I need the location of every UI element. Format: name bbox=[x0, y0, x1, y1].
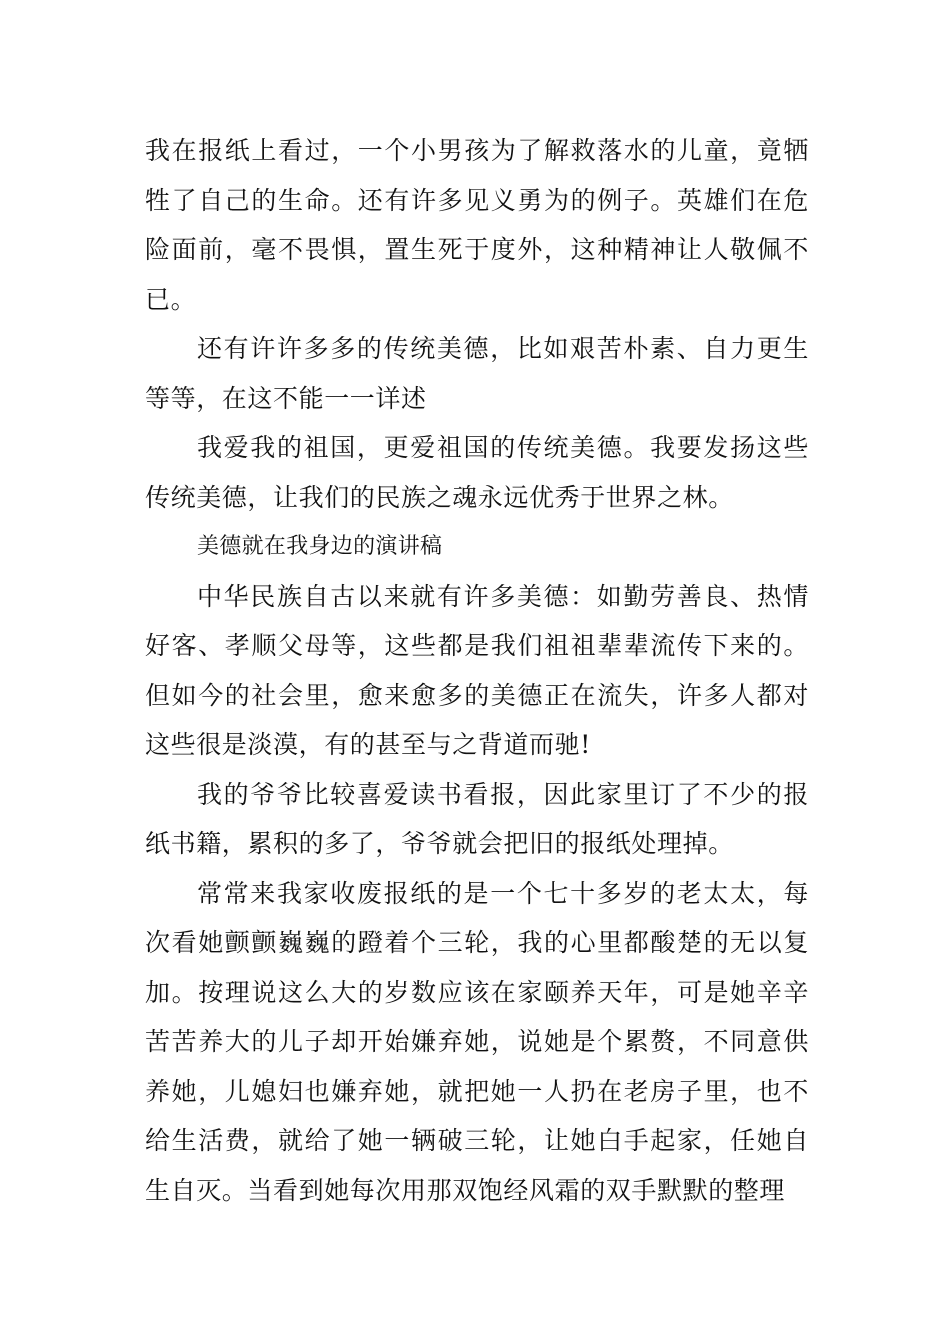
paragraph-virtues-intro: 中华民族自古以来就有许多美德：如勤劳善良、热情好客、孝顺父母等，这些都是我们祖祖辈辈流传下来的。但如今的社会里，愈来愈多的美德正在流失，许多人都对这些很是淡漠，有的甚至与之背道而驰! bbox=[145, 581, 809, 759]
paragraph-love-country: 我爱我的祖国，更爱祖国的传统美德。我要发扬这些传统美德，让我们的民族之魂永远优秀于世界之林。 bbox=[145, 433, 809, 512]
paragraph-traditions: 还有许许多多的传统美德，比如艰苦朴素、自力更生等等，在这不能一一详述 bbox=[145, 334, 809, 413]
paragraph-grandfather: 我的爷爷比较喜爱读书看报，因此家里订了不少的报纸书籍，累积的多了，爷爷就会把旧的报纸处理掉。 bbox=[145, 779, 809, 858]
section-heading: 美德就在我身边的演讲稿 bbox=[197, 534, 443, 559]
paragraph-heroes: 我在报纸上看过，一个小男孩为了解救落水的儿童，竟牺牲了自己的生命。还有许多见义勇为的例子。英雄们在危险面前，毫不畏惧，置生死于度外，这种精神让人敬佩不已。 bbox=[145, 136, 809, 314]
paragraph-old-lady: 常常来我家收废报纸的是一个七十多岁的老太太，每次看她颤颤巍巍的蹬着个三轮，我的心里都酸楚的无以复加。按理说这么大的岁数应该在家颐养天年，可是她辛辛苦苦养大的儿子却开始嫌弃她，说她是个累赘，不同意供养她，儿媳妇也嫌弃她，就把她一人扔在老房子里，也不给生活费，就给了她一辆破三轮，让她白手起家，任她自生自灭。当看到她每次用那双饱经风霜的双手默默的整理 bbox=[145, 878, 809, 1205]
document-body bbox=[145, 126, 809, 1215]
